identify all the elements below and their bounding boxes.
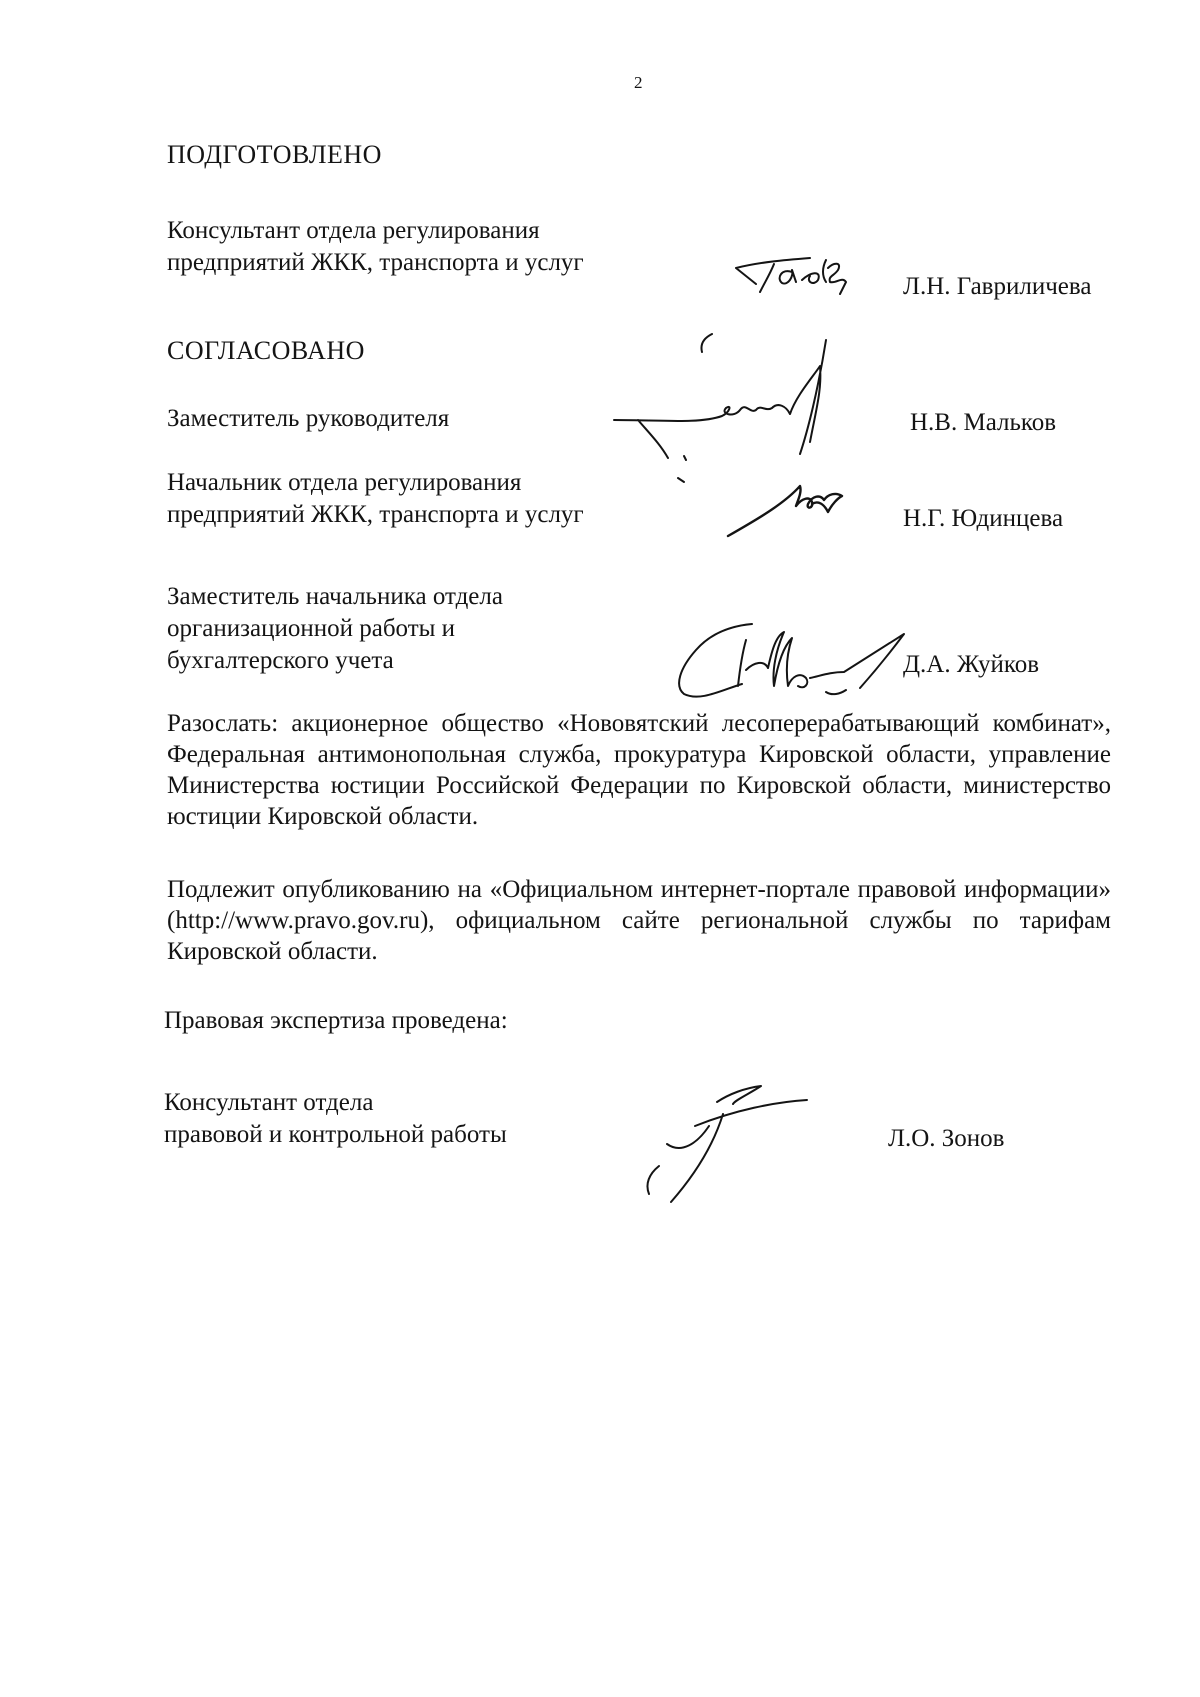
agreed-signatory-2-name: Н.Г. Юдинцева <box>903 505 1064 532</box>
page-number: 2 <box>634 73 643 92</box>
publication-paragraph: Подлежит опубликованию на «Официальном интернет-портале правовой информации» (http://www.pravo.gov.ru), официальном сайте региональной службы по тарифам Кировской области. <box>167 876 1111 965</box>
agreed-signatory-1-position-line-1: Заместитель руководителя <box>167 405 450 432</box>
signature-yudintseva <box>720 476 850 546</box>
prepared-position-line-1: Консультант отдела регулирования <box>167 217 540 244</box>
prepared-heading: ПОДГОТОВЛЕНО <box>167 140 382 169</box>
agreed-signatory-1-name: Н.В. Мальков <box>910 409 1057 436</box>
agreed-signatory-3-name: Д.А. Жуйков <box>903 651 1040 678</box>
signature-zhuykov <box>660 610 910 710</box>
distribution-paragraph: Разослать: акционерное общество «Нововятский лесоперерабатывающий комбинат», Федеральная антимонопольная служба, прокуратура Кировской области, управление Министерства юстиции Российской Федерации по Кировской области, министерство юстиции Кировской области. <box>167 710 1111 830</box>
agreed-signatory-2-position-line-1: Начальник отдела регулирования <box>167 469 522 496</box>
signature-malkov <box>600 330 900 490</box>
agreed-heading: СОГЛАСОВАНО <box>167 336 365 365</box>
signature-zonov <box>625 1080 845 1210</box>
prepared-name: Л.Н. Гавриличева <box>903 273 1092 300</box>
legal-review-position-line-1: Консультант отдела <box>164 1089 374 1116</box>
legal-review-name: Л.О. Зонов <box>888 1125 1005 1152</box>
signature-gavrilicheva <box>730 252 860 302</box>
agreed-signatory-3-position-line-2: организационной работы и <box>167 615 456 642</box>
agreed-signatory-2-position-line-2: предприятий ЖКК, транспорта и услуг <box>167 501 584 528</box>
agreed-signatory-3-position-line-3: бухгалтерского учета <box>167 647 394 674</box>
prepared-position-line-2: предприятий ЖКК, транспорта и услуг <box>167 249 584 276</box>
legal-review-heading: Правовая экспертиза проведена: <box>164 1007 508 1034</box>
legal-review-position-line-2: правовой и контрольной работы <box>164 1121 507 1148</box>
agreed-signatory-3-position-line-1: Заместитель начальника отдела <box>167 583 503 610</box>
